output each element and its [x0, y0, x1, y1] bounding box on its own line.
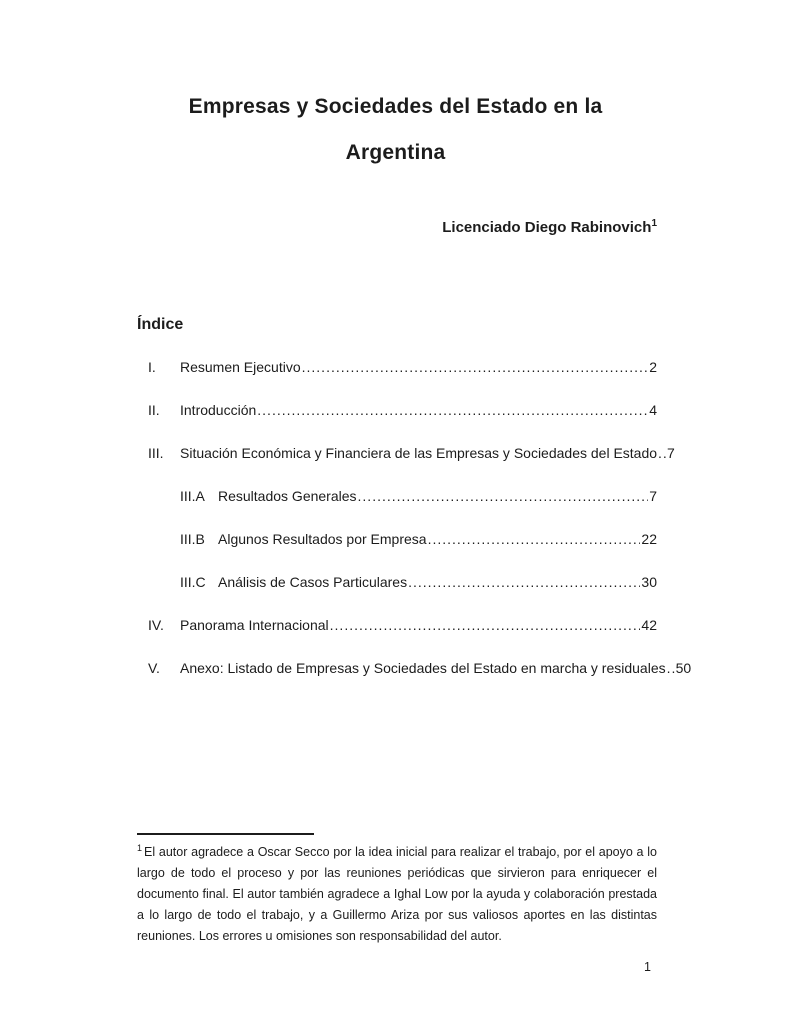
toc-entry-label: Resumen Ejecutivo	[180, 359, 301, 375]
author-line	[137, 219, 657, 236]
title-line-2: Argentina	[345, 141, 446, 164]
toc-dot-leader	[658, 444, 666, 462]
toc-dot-leader	[257, 401, 648, 419]
toc-dot-leader	[330, 616, 641, 634]
footnote-text	[137, 842, 657, 947]
toc-entry	[137, 487, 657, 505]
toc-entry	[137, 530, 657, 548]
table-of-contents	[137, 316, 692, 702]
toc-entry-page: 7	[667, 445, 675, 461]
toc-entries	[137, 358, 692, 677]
toc-entry-page: 50	[675, 660, 692, 676]
toc-entry-label: Análisis de Casos Particulares	[218, 574, 408, 590]
toc-entry-numeral: III.A	[180, 488, 205, 504]
toc-entry-page: 22	[641, 531, 657, 547]
toc-entry-page: 42	[641, 617, 657, 633]
toc-entry-label: Anexo: Listado de Empresas y Sociedades del Estado en marcha y residuales	[180, 660, 666, 676]
toc-dot-leader	[302, 358, 649, 376]
toc-entry-numeral: III.B	[180, 531, 205, 547]
toc-entry	[137, 401, 657, 419]
toc-entry	[137, 444, 675, 462]
toc-entry-page: 4	[649, 402, 657, 418]
author-name: Licenciado Diego Rabinovich	[442, 219, 652, 236]
toc-entry-label: Resultados Generales	[218, 488, 357, 504]
toc-entry-page: 30	[641, 574, 657, 590]
toc-entry	[137, 573, 657, 591]
footnote-marker: 1	[137, 842, 143, 853]
toc-entry-page: 7	[649, 488, 657, 504]
toc-entry-numeral: I.	[148, 359, 156, 375]
toc-entry-label: Panorama Internacional	[180, 617, 329, 633]
toc-entry-label: Situación Económica y Financiera de las Empresas y Sociedades del Estado	[180, 445, 658, 461]
toc-entry-label: Introducción	[180, 402, 257, 418]
toc-entry-numeral: V.	[148, 660, 160, 676]
footnote	[137, 833, 657, 947]
toc-entry-numeral: IV.	[148, 617, 164, 633]
page-number: 1	[644, 960, 651, 974]
toc-entry-numeral: III.	[148, 445, 164, 461]
toc-dot-leader	[428, 530, 641, 548]
toc-dot-leader	[358, 487, 649, 505]
toc-entry-page: 2	[649, 359, 657, 375]
title-line-1: Empresas y Sociedades del Estado en la	[188, 95, 603, 118]
toc-entry	[137, 659, 692, 677]
toc-entry	[137, 616, 657, 634]
toc-dot-leader	[408, 573, 640, 591]
toc-entry	[137, 358, 657, 376]
author-footnote-reference: 1	[651, 218, 657, 229]
document-title	[0, 84, 791, 176]
toc-entry-numeral: III.C	[180, 574, 206, 590]
footnote-separator	[137, 833, 314, 835]
toc-dot-leader	[667, 659, 675, 677]
footnote-body: El autor agradece a Oscar Secco por la idea inicial para realizar el trabajo, por el apoyo a lo largo de todo el proceso y por las reuniones periódicas que sirvieron para enriquecer el documento final. El autor también agradece a Ighal Low por la ayuda y colaboración prestada a lo largo de todo el trabajo, y a Guillermo Ariza por sus valiosos aportes en las distintas reuniones. Los errores u omisiones son responsabilidad del autor.	[137, 845, 657, 943]
toc-entry-numeral: II.	[148, 402, 160, 418]
toc-entry-label: Algunos Resultados por Empresa	[218, 531, 427, 547]
toc-heading: Índice	[137, 316, 184, 333]
